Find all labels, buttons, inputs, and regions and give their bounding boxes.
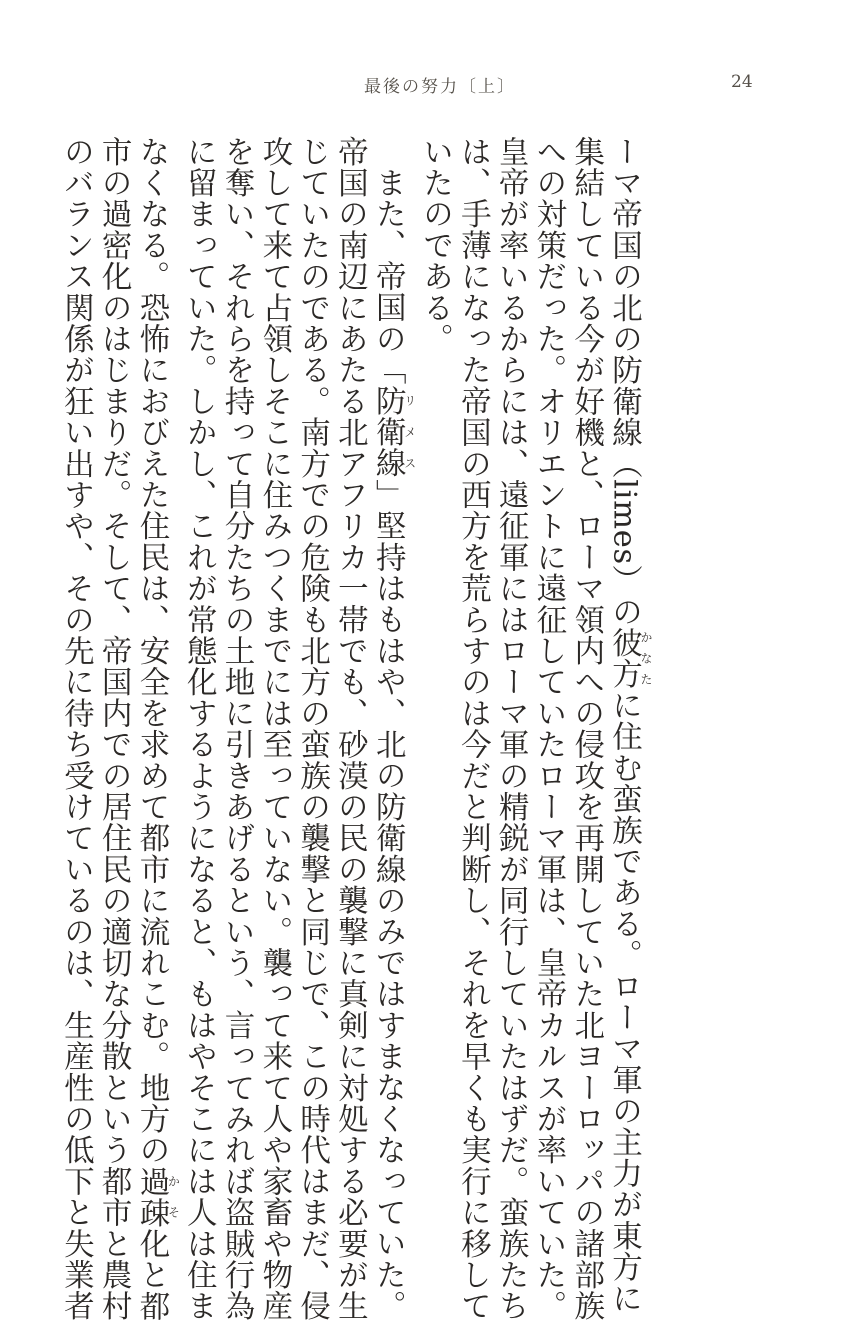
running-header (0, 70, 842, 100)
chapter-title: 最後の努力〔上〕 (364, 77, 516, 97)
paragraph-continued (57, 136, 369, 1322)
vertical-body-text (58, 136, 653, 1322)
text-line: に留まっていた。しかし、これが常態化するようになると、もはやそこには人は住ま (181, 136, 217, 1322)
text-line: 市の過密化のはじまりだ。そして、帝国内での居住民の適切な分散という都市と農村 (96, 136, 132, 1322)
text-line: また、帝国の「防衛線リメス」堅持はもはや、北の防衛線のみではすまなくなっていた。 (370, 166, 417, 1321)
text-line: を奪い、それらを持って自分たちの土地に引きあげるという、言ってみれば盗賊行為 (219, 136, 255, 1322)
text-line: なくなる。恐怖におびえた住民は、安全を求めて都市に流れこむ。地方の過疎かそ化と都 (133, 136, 181, 1322)
text-line: のバランス関係が狂い出すや、その先に待ち受けているのは、生産性の低下と失業者 (58, 136, 94, 1322)
text-line: への対策だった。オリエントに遠征していたローマ軍は、皇帝カルスが率いていた。 (530, 136, 566, 1322)
text-line: 集結している今が好機と、ローマ領内への侵攻を再開していた北ヨーロッパの諸部族 (568, 136, 604, 1322)
text-line: じていたのである。南方での危険も北方の蛮族の襲撃と同じで、この時代はまだ、侵 (294, 136, 330, 1322)
paragraph (368, 136, 417, 1321)
text-line: 帝国の南辺にあたる北アフリカ一帯でも、砂漠の民の襲撃に真剣に対処する必要が生 (332, 136, 368, 1322)
text-line: いたのである。 (417, 136, 453, 355)
ruby-kanata: 彼方かなた (606, 627, 653, 690)
ruby-kaso: 過疎かそ (133, 1165, 181, 1229)
text-line: 攻して来て占領しそこに住みつくまでには至っていない。襲って来て人や家畜や物産 (256, 136, 292, 1322)
text-line: は、手薄になった帝国の西方を荒らすのは今だと判断し、それを早くも実行に移して (455, 136, 491, 1322)
ruby-limes: 防衛線リメス (370, 384, 417, 479)
text-line: ーマ帝国の北の防衛線（limes）の彼方かなたに住む蛮族である。ローマ軍の主力が東方に (606, 136, 653, 1314)
page-number: 24 (731, 72, 753, 92)
text-line: 皇帝が率いるからには、遠征軍にはローマ軍の精鋭が同行していたはずだ。蛮族たち (493, 136, 529, 1322)
paragraph (416, 136, 653, 1322)
